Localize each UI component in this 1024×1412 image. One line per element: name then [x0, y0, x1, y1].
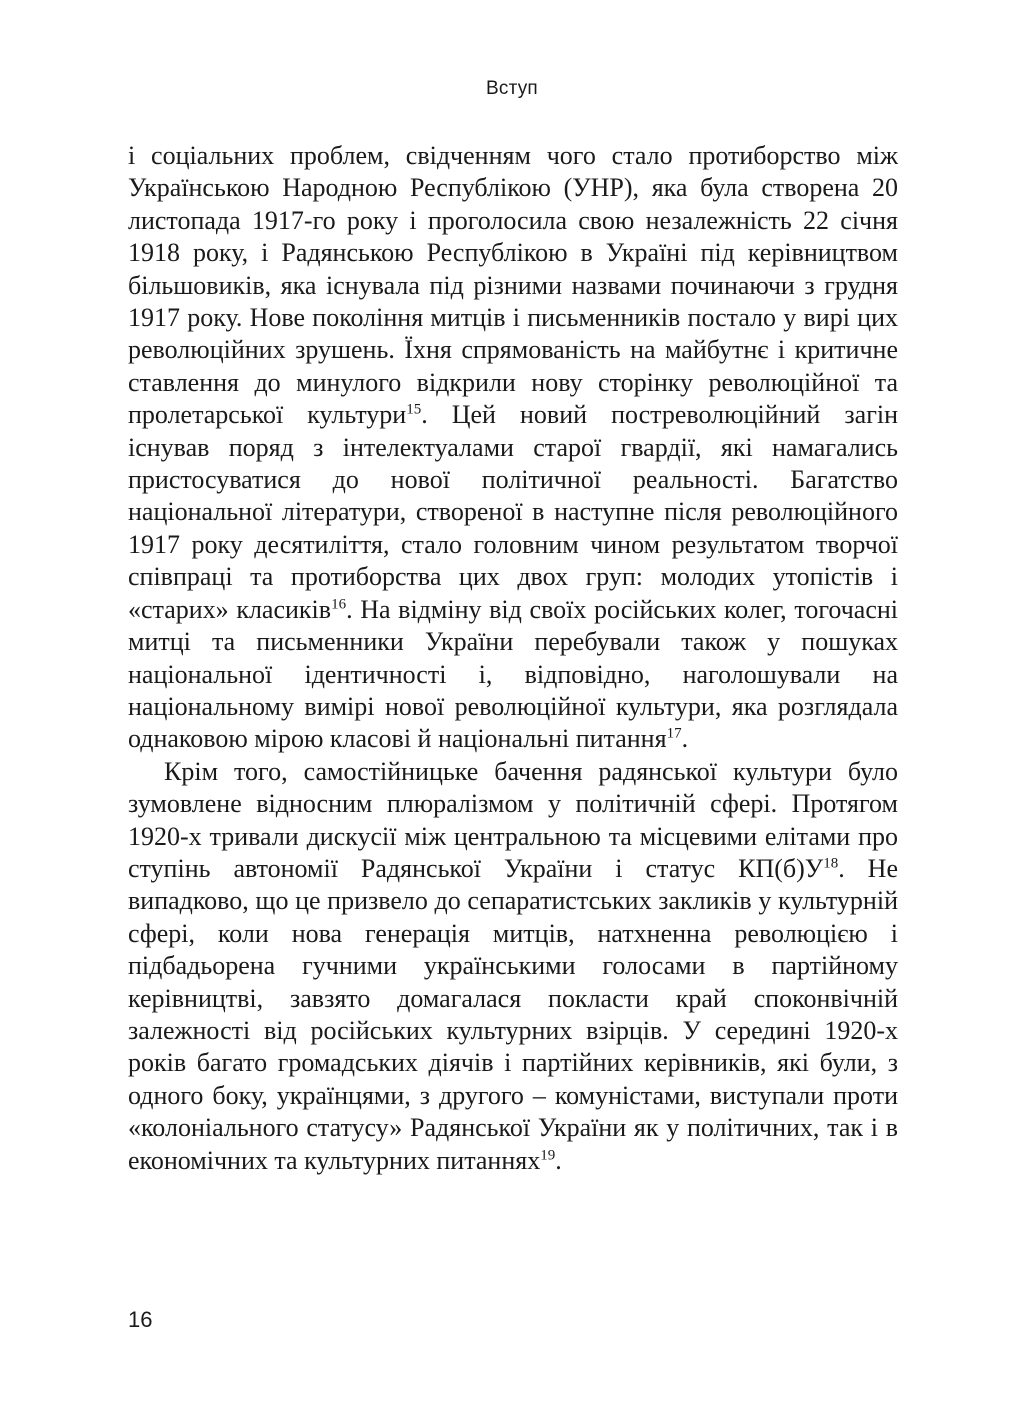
paragraph-2-text: Крім того, самостійницьке бачення радянської культури було зумовлене відносним плюралізмом у політичній сфері. Протягом 1920-х тривали дискусії між центральною та місцевими елітами про ступінь автономії Радянської України і статус КП(б)У	[128, 756, 898, 883]
footnote-ref-18[interactable]: 18	[823, 855, 839, 872]
page-number: 16	[128, 1307, 153, 1332]
footnote-ref-15[interactable]: 15	[406, 401, 422, 418]
paragraph-1-text: і соціальних проблем, свідченням чого стало протиборство між Українською Народною Республікою (УНР), яка була створена 20 листопада 1917-го року і проголосила свою незалежність 22 січня 1918 року, і Радянською Республікою в Україні під керівництвом більшовиків, яка існувала під різними назвами починаючи з грудня 1917 року. Нове покоління митців і письменників постало у вирі цих революційних зрушень. Їхня спрямованість на майбутнє і критичне ставлення до минулого відкрили нову сторінку революційної та пролетарської культури	[128, 141, 898, 430]
paragraph-1-text: .	[681, 724, 689, 754]
paragraph-2	[128, 756, 898, 1177]
footnote-ref-16[interactable]: 16	[331, 596, 347, 613]
body-text	[128, 140, 898, 1177]
running-header-title: Вступ	[486, 78, 538, 99]
paragraph-2-text: . Не випадково, що це призвело до сепаратистських закликів у культурній сфері, коли нова генерація митців, натхненна революцією і підбадьорена гучними українськими голосами в партійному керівництві, завзято домагалася покласти край споконвічній залежності від російських культурних взірців. У середині 1920-х років багато громадських діячів і партійних керівників, які були, з одного боку, українцями, з другого – комуністами, виступали проти «колоніального статусу» Радянської України як у політичних, так і в економічних та культурних питаннях	[128, 853, 898, 1175]
footnote-ref-19[interactable]: 19	[540, 1146, 556, 1163]
paragraph-1	[128, 140, 898, 756]
paragraph-1-text: . Цей новий постреволюційний загін існував поряд з інтелектуалами старої гвардії, які намагались пристосуватися до нової політичної реальності. Багатство національної літератури, створеної в наступне після революційного 1917 року десятиліття, стало головним чином результатом творчої співпраці та протиборства цих двох груп: молодих утопістів і «старих» класиків	[128, 400, 898, 624]
paragraph-1-text: . На відміну від своїх російських колег, тогочасні митці та письменники України перебували також у пошуках національної ідентичності і, відповідно, наголошували на національному вимірі нової революційної культури, яка розглядала однаковою мірою класові й національні питання	[128, 594, 898, 754]
paragraph-2-text: .	[555, 1145, 562, 1175]
footnote-ref-17[interactable]: 17	[666, 725, 682, 742]
